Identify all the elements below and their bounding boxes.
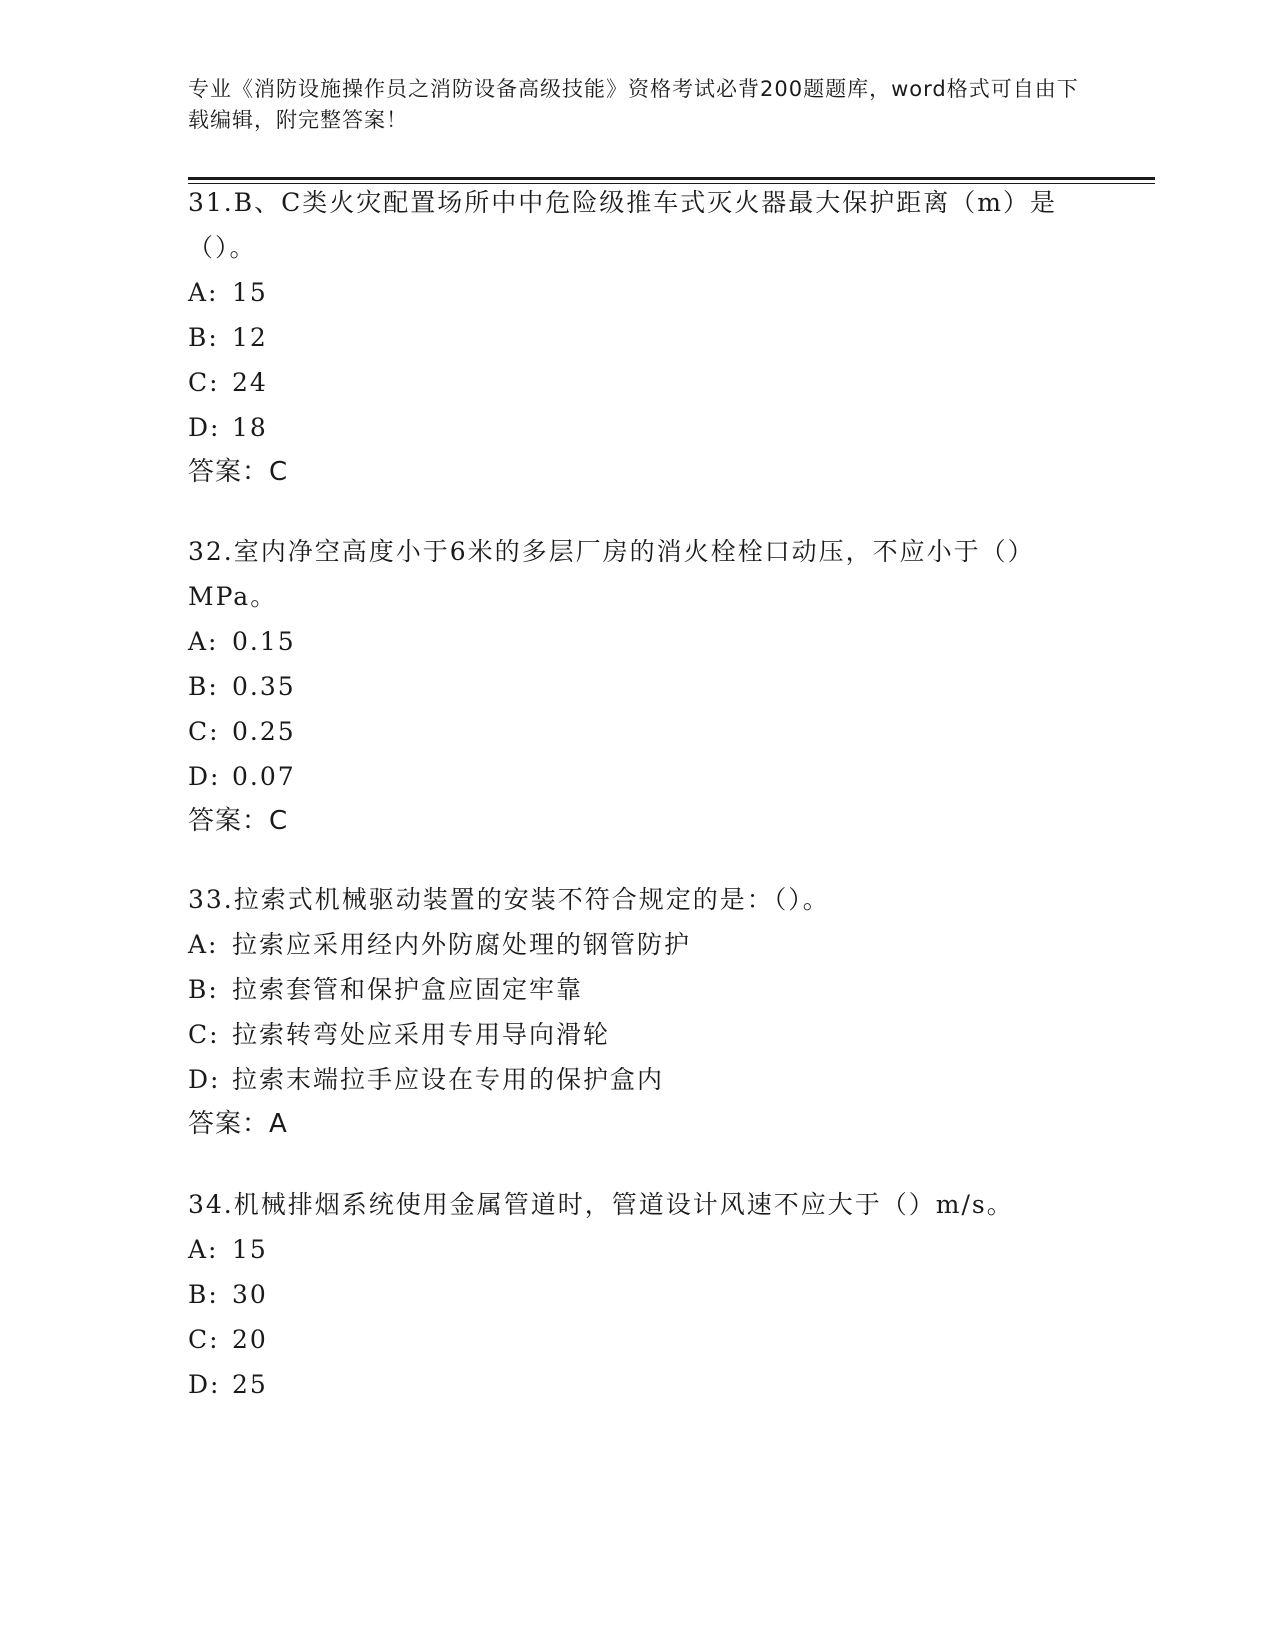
option-a bbox=[188, 619, 1068, 664]
option-text: 0.35 bbox=[232, 672, 296, 701]
option-text: 30 bbox=[232, 1280, 268, 1309]
option-text: 18 bbox=[232, 413, 268, 442]
option-letter: B: bbox=[188, 1280, 219, 1309]
option-text: 0.07 bbox=[232, 762, 296, 791]
option-text: 20 bbox=[232, 1325, 268, 1354]
question-stem: 33.拉索式机械驱动装置的安装不符合规定的是：（）。 bbox=[188, 885, 830, 914]
question-32 bbox=[188, 529, 1068, 844]
option-letter: C: bbox=[188, 1020, 220, 1049]
option-a bbox=[188, 270, 1068, 315]
option-letter: B: bbox=[188, 672, 219, 701]
option-c bbox=[188, 1317, 1068, 1362]
option-c bbox=[188, 1012, 1068, 1057]
option-text: 拉索套管和保护盒应固定牢靠 bbox=[232, 975, 584, 1004]
option-text: 拉索转弯处应采用专用导向滑轮 bbox=[232, 1020, 611, 1049]
option-text: 24 bbox=[232, 368, 268, 397]
answer-line: 答案：C bbox=[188, 457, 289, 487]
option-letter: A: bbox=[188, 930, 219, 959]
option-a bbox=[188, 922, 1068, 967]
option-letter: A: bbox=[188, 278, 219, 307]
option-letter: C: bbox=[188, 1325, 220, 1354]
option-letter: D: bbox=[188, 413, 221, 442]
option-d bbox=[188, 1362, 1068, 1407]
option-text: 拉索应采用经内外防腐处理的钢管防护 bbox=[232, 930, 692, 959]
option-b bbox=[188, 1272, 1068, 1317]
document-intro: 专业《消防设施操作员之消防设备高级技能》资格考试必背200题题库，word格式可自由下载编辑，附完整答案！ bbox=[188, 77, 1079, 132]
option-text: 0.15 bbox=[232, 627, 296, 656]
option-text: 12 bbox=[232, 323, 268, 352]
option-b bbox=[188, 967, 1068, 1012]
answer-line: 答案：C bbox=[188, 806, 289, 836]
option-text: 15 bbox=[232, 278, 268, 307]
question-stem: 34.机械排烟系统使用金属管道时，管道设计风速不应大于（）m/s。 bbox=[188, 1190, 1014, 1219]
option-text: 15 bbox=[232, 1235, 268, 1264]
question-31 bbox=[188, 180, 1068, 495]
option-letter: D: bbox=[188, 1065, 221, 1094]
option-letter: C: bbox=[188, 717, 220, 746]
question-stem: 31.B、C类火灾配置场所中中危险级推车式灭火器最大保护距离（m）是（）。 bbox=[188, 188, 1057, 262]
option-letter: D: bbox=[188, 762, 221, 791]
question-stem: 32.室内净空高度小于6米的多层厂房的消火栓栓口动压，不应小于（）MPa。 bbox=[188, 537, 1035, 611]
option-c bbox=[188, 709, 1068, 754]
question-33 bbox=[188, 877, 1068, 1147]
option-d bbox=[188, 1057, 1068, 1102]
option-text: 25 bbox=[232, 1370, 268, 1399]
option-letter: B: bbox=[188, 323, 219, 352]
option-c bbox=[188, 360, 1068, 405]
option-letter: A: bbox=[188, 627, 219, 656]
option-text: 0.25 bbox=[232, 717, 296, 746]
option-d bbox=[188, 405, 1068, 450]
option-d bbox=[188, 754, 1068, 799]
option-letter: D: bbox=[188, 1370, 221, 1399]
option-b bbox=[188, 664, 1068, 709]
option-text: 拉索末端拉手应设在专用的保护盒内 bbox=[232, 1065, 665, 1094]
option-a bbox=[188, 1227, 1068, 1272]
option-letter: C: bbox=[188, 368, 220, 397]
option-letter: A: bbox=[188, 1235, 219, 1264]
answer-line: 答案：A bbox=[188, 1109, 288, 1139]
option-letter: B: bbox=[188, 975, 219, 1004]
question-34 bbox=[188, 1182, 1068, 1407]
option-b bbox=[188, 315, 1068, 360]
